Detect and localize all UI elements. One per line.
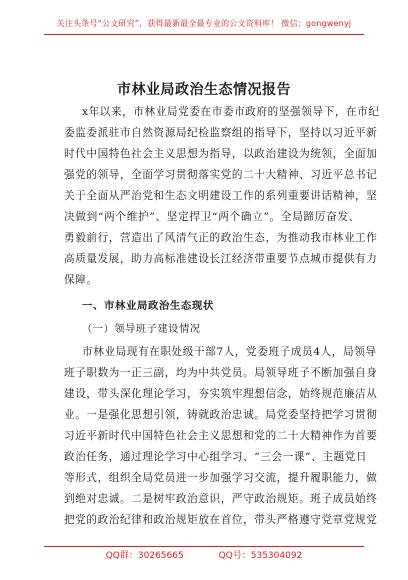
page-title: 市林业局政治生态情况报告 xyxy=(117,82,291,98)
header-divider xyxy=(44,34,364,35)
body-line-6: 决做到“两个维护”、坚定捍卫“两个确立”。全局蹄厉奋发、 xyxy=(64,211,360,223)
body-line-2: 委监委派驻市自然资源局纪检监察组的指导下，坚持以习近平新 xyxy=(64,127,378,139)
body-line-15: 业。一是强化思想引领，铸就政治忠诚。局党委坚持把学习贯彻 xyxy=(64,409,378,421)
footer-qq-group: QQ群：30265665 xyxy=(105,551,184,561)
body-line-4: 强党的领导，全面学习贯彻落实党的二十大精神、习近平总书记 xyxy=(64,169,378,181)
body-line-12: 市林业局现有在职处级干部7人，党委班子成员4人，局领导 xyxy=(82,346,377,358)
body-line-9: 保障。 xyxy=(64,274,98,286)
body-line-19: 到绝对忠诚。二是树牢政治意识，严守政治规矩。班子成员始终 xyxy=(64,493,378,505)
body-line-3: 时代中国特色社会主义思想为指导，以政治建设为统领，全面加 xyxy=(64,148,378,160)
body-line-14: 建设，带头深化理论学习，夯实筑牢理想信念，始终规范廉洁从 xyxy=(64,388,378,400)
body-line-16: 习近平新时代中国特色社会主义思想和党的二十大精神作为首要 xyxy=(64,430,378,442)
body-line-18: 等形式，组织全局党员进一步加强学习交流，提升履职能力，做 xyxy=(64,472,378,484)
body-line-20: 把党的政治纪律和政治规矩放在首位，带头严格遵守党章党规党 xyxy=(64,514,378,526)
body-line-5: 关于全面从严治党和生态文明建设工作的系列重要讲话精神，坚 xyxy=(64,190,378,202)
footer-divider xyxy=(44,546,364,547)
footer-contact xyxy=(0,548,408,561)
section-heading-1: 一、市林业局政治生态现状 xyxy=(82,300,214,312)
body-line-13: 班子职数为一正三副，均为中共党员。局领导班子不断加强自身 xyxy=(64,367,378,379)
header-promo-note: 关注头条号“公文研究”，获得最新最全最专业的公文资料库！ 微信：gongwenyj xyxy=(56,19,352,28)
body-line-8: 高质量发展，助力高标准建设长江经济带重要节点城市提供有力 xyxy=(64,253,378,265)
body-line-1: x年以来，市林业局党委在市委市政府的坚强领导下，在市纪 xyxy=(82,106,380,118)
footer-qq-number: QQ号：535304092 xyxy=(218,551,303,561)
body-line-17: 政治任务，通过理论学习中心组学习、“三会一课”、主题党日 xyxy=(64,451,368,463)
subsection-heading-1: （一）领导班子建设情况 xyxy=(82,324,201,335)
body-line-7: 勇毅前行，营造出了风清气正的政治生态，为推动我市林业工作 xyxy=(64,232,378,244)
